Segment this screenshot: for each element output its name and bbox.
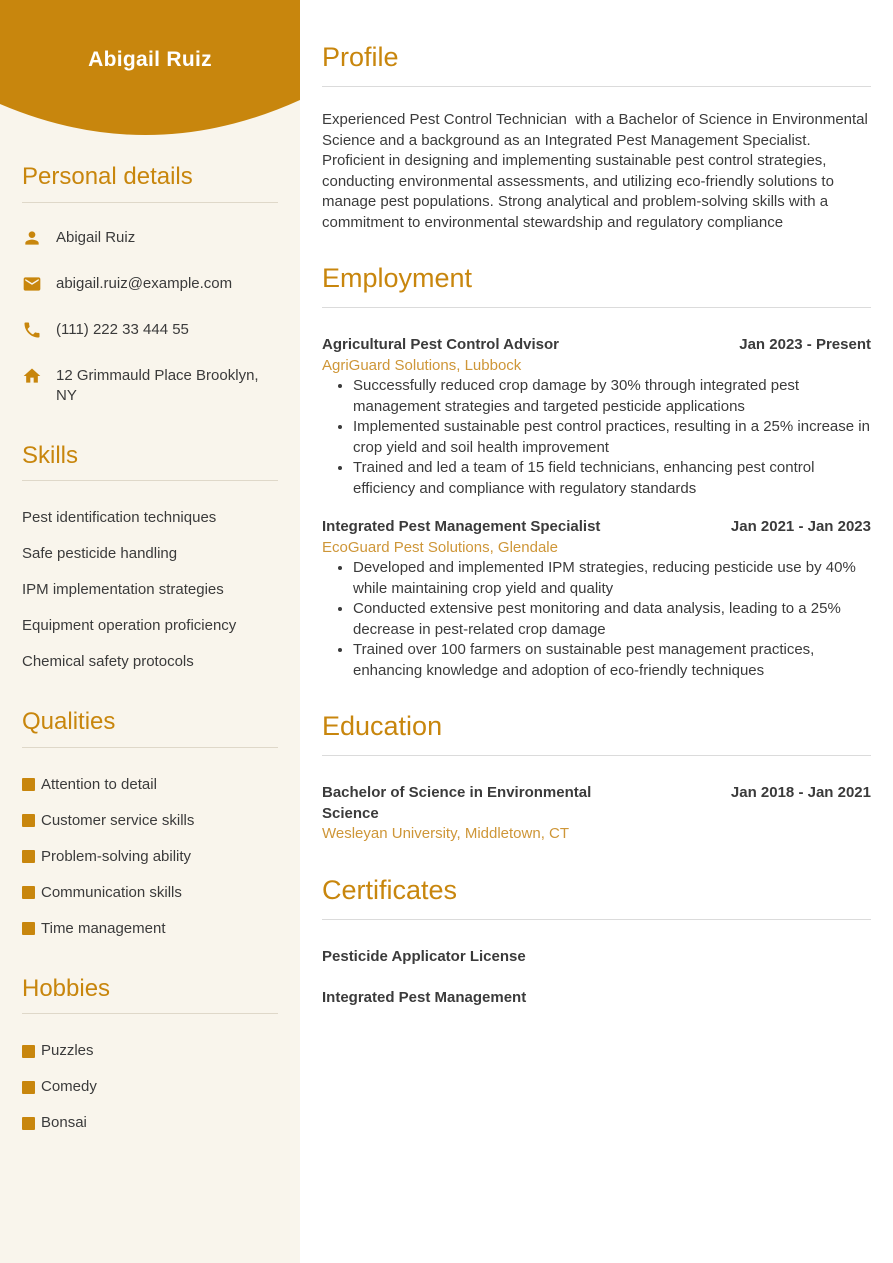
qualities-title: Qualities — [22, 708, 116, 736]
divider — [22, 1013, 278, 1014]
hobby-item — [22, 1113, 278, 1133]
contact-text-phone: (111) 222 33 444 55 — [56, 320, 189, 338]
square-bullet-icon — [22, 778, 35, 791]
quality-label: Communication skills — [41, 883, 182, 901]
phone-icon — [22, 320, 42, 340]
square-bullet-icon — [22, 1045, 35, 1058]
divider — [22, 480, 278, 481]
certificate-item: Integrated Pest Management — [322, 989, 527, 1007]
quality-item — [22, 919, 278, 939]
certificates-section — [322, 875, 871, 1009]
sidebar — [0, 0, 300, 1263]
qualities-section — [0, 708, 300, 939]
education-dates: Jan 2018 - Jan 2021 — [730, 784, 871, 802]
job-bullet: • Implemented sustainable pest control practices, resulting in a 25% increase in crop yield and soil health improvement — [353, 417, 871, 458]
education-title: Education — [322, 711, 443, 742]
job-dates: Jan 2023 - Present — [739, 336, 871, 354]
education-entry — [322, 783, 871, 845]
square-bullet-icon — [22, 922, 35, 935]
candidate-name: Abigail Ruiz — [88, 48, 212, 71]
qualities-list — [22, 775, 278, 939]
skill-item: Pest identification techniques — [22, 509, 217, 527]
job-role: Agricultural Pest Control Advisor — [322, 336, 559, 354]
job-entry — [322, 517, 871, 681]
quality-item — [22, 883, 278, 903]
job-bullet: • Conducted extensive pest monitoring and data analysis, leading to a 25% decrease in pest-related crop damage — [353, 599, 871, 640]
hobby-label: Puzzles — [41, 1042, 94, 1060]
skill-item: IPM implementation strategies — [22, 581, 224, 599]
quality-label: Attention to detail — [41, 775, 157, 793]
certificates-title: Certificates — [322, 874, 458, 905]
main-content — [300, 0, 893, 1263]
hobbies-section — [0, 975, 300, 1134]
home-icon — [22, 366, 42, 386]
job-bullet-list — [322, 558, 871, 681]
contact-text-email: abigail.ruiz@example.com — [56, 274, 233, 292]
header-curve-shape — [0, 0, 300, 145]
education-section — [322, 711, 871, 845]
divider — [322, 919, 871, 920]
hobbies-title: Hobbies — [22, 974, 111, 1002]
job-role: Integrated Pest Management Specialist — [322, 518, 601, 536]
personal-details-section — [0, 163, 300, 406]
employment-title: Employment — [322, 263, 473, 294]
divider — [322, 86, 871, 87]
skills-section — [0, 442, 300, 673]
profile-title: Profile — [322, 42, 399, 72]
skills-title: Skills — [22, 441, 79, 469]
square-bullet-icon — [22, 886, 35, 899]
divider — [322, 755, 871, 756]
education-school: Wesleyan University, Middletown, CT — [322, 825, 570, 843]
contact-item-email — [22, 274, 278, 294]
job-company: AgriGuard Solutions, Lubbock — [322, 356, 522, 374]
profile-text: Experienced Pest Control Technician with a Bachelor of Science in Environmental Science and a background as an Integrated Pest Management Specialist. Proficient in designing and implementing sustainable pest control strategies, conducting environmental assessments, and utilizing eco-friendly solutions to manage pest populations. Strong analytical and problem-solving skills with a commitment to environmental stewardship and regulatory compliance — [322, 111, 873, 231]
hobbies-list — [22, 1041, 278, 1133]
divider — [322, 307, 871, 308]
job-bullet: • Trained and led a team of 15 field technicians, enhancing pest control efficiency and compliance with regulatory standards — [353, 458, 871, 499]
divider — [22, 202, 278, 203]
job-bullet: • Trained over 100 farmers on sustainable pest management practices, enhancing knowledge and adoption of eco-friendly techniques — [353, 640, 871, 681]
hobby-label: Comedy — [41, 1078, 97, 1096]
job-bullet: • Developed and implemented IPM strategies, reducing pesticide use by 40% while maintaining crop yield and quality — [353, 558, 871, 599]
education-entry-head — [322, 783, 871, 824]
job-entry-head — [322, 335, 871, 356]
employment-section — [322, 263, 871, 681]
contact-text-address: 12 Grimmauld Place Brooklyn, NY — [56, 366, 259, 404]
job-bullet: • Successfully reduced crop damage by 30% through integrated pest management strategies and targeted pesticide applications — [353, 376, 871, 417]
quality-item — [22, 811, 278, 831]
contact-list — [22, 228, 278, 406]
square-bullet-icon — [22, 1081, 35, 1094]
hobby-item — [22, 1041, 278, 1061]
skills-list — [22, 508, 278, 672]
contact-text-name: Abigail Ruiz — [56, 228, 136, 246]
hobby-item — [22, 1077, 278, 1097]
square-bullet-icon — [22, 1117, 35, 1130]
personal-details-title: Personal details — [22, 163, 193, 190]
email-icon — [22, 274, 42, 294]
quality-label: Customer service skills — [41, 811, 195, 829]
profile-section — [322, 42, 871, 233]
square-bullet-icon — [22, 814, 35, 827]
quality-label: Problem-solving ability — [41, 847, 192, 865]
job-entry-head — [322, 517, 871, 538]
contact-item-address — [22, 366, 278, 406]
contact-item-name — [22, 228, 278, 248]
skill-item: Chemical safety protocols — [22, 653, 194, 671]
divider — [22, 747, 278, 748]
certificate-item: Pesticide Applicator License — [322, 947, 526, 965]
job-entry — [322, 335, 871, 499]
quality-item — [22, 847, 278, 867]
user-icon — [22, 228, 42, 248]
contact-item-phone — [22, 320, 278, 340]
quality-item — [22, 775, 278, 795]
job-bullet-list — [322, 376, 871, 499]
sidebar-header — [0, 0, 300, 145]
skill-item: Equipment operation proficiency — [22, 617, 237, 635]
hobby-label: Bonsai — [41, 1114, 87, 1132]
job-company: EcoGuard Pest Solutions, Glendale — [322, 538, 558, 556]
job-dates: Jan 2021 - Jan 2023 — [730, 518, 871, 536]
skill-item: Safe pesticide handling — [22, 545, 178, 563]
education-degree: Bachelor of Science in Environmental Science — [322, 784, 592, 822]
quality-label: Time management — [41, 919, 166, 937]
square-bullet-icon — [22, 850, 35, 863]
